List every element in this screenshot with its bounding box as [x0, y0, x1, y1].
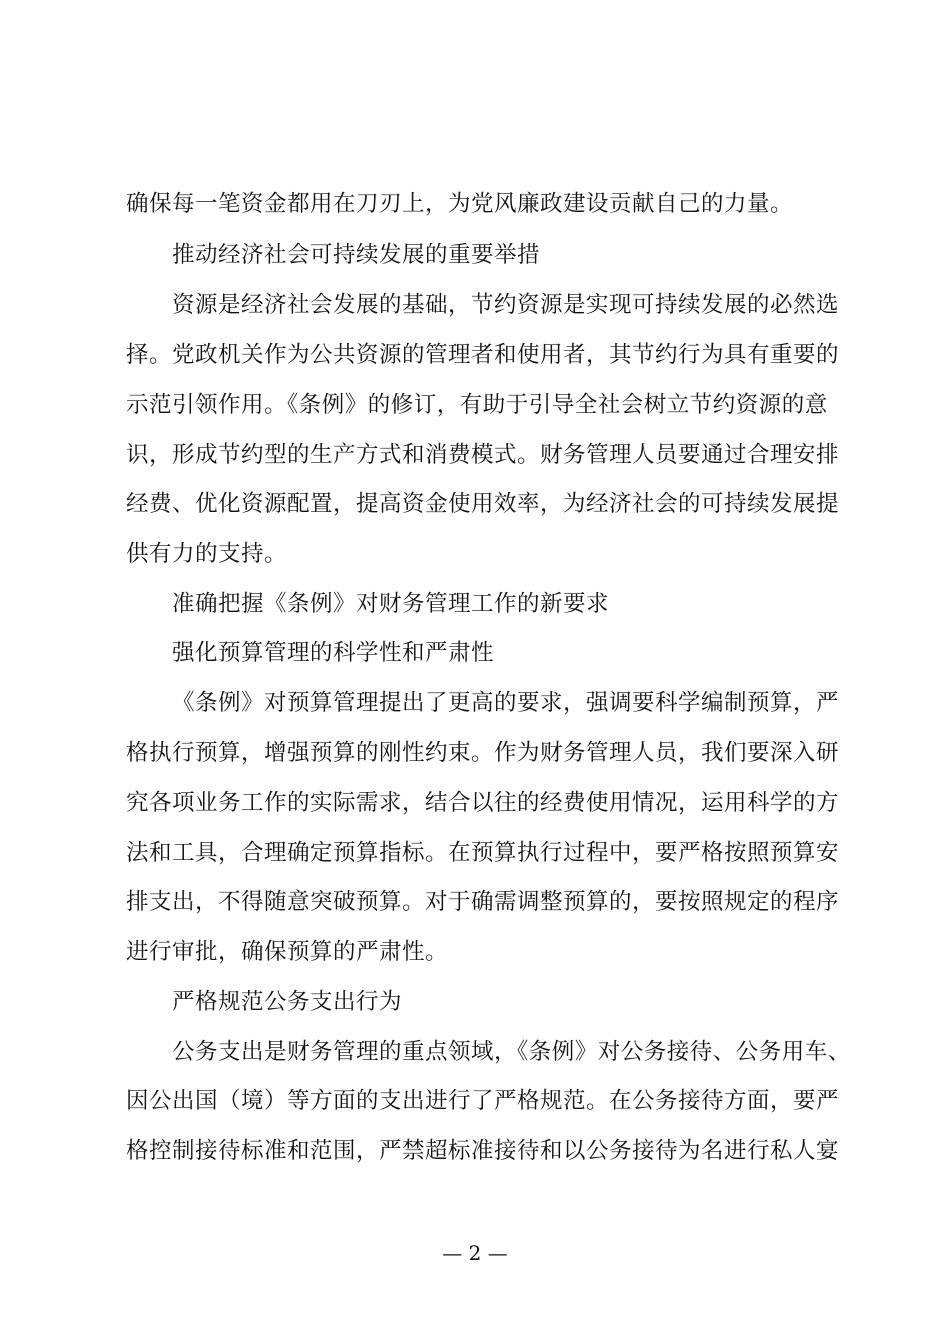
- section-heading: 推动经济社会可持续发展的重要举措: [172, 242, 541, 268]
- page-number: — 2 —: [442, 1241, 508, 1265]
- paragraph-line: 供有力的支持。: [126, 541, 288, 567]
- paragraph-line: 《条例》对预算管理提出了更高的要求，强调要科学编制预算，严: [172, 690, 840, 716]
- paragraph-line: 因公出国（境）等方面的支出进行了严格规范。在公务接待方面，要严: [126, 1088, 840, 1114]
- paragraph-line: 格控制接待标准和范围，严禁超标准接待和以公务接待为名进行私人宴: [126, 1138, 840, 1164]
- paragraph-line: 示范引领作用。《条例》的修订，有助于引导全社会树立节约资源的意: [126, 392, 828, 418]
- paragraph-line: 法和工具，合理确定预算指标。在预算执行过程中，要严格按照预算安: [126, 840, 840, 866]
- paragraph-line: 识，形成节约型的生产方式和消费模式。财务管理人员要通过合理安排: [126, 442, 840, 468]
- paragraph-line: 格执行预算，增强预算的刚性约束。作为财务管理人员，我们要深入研: [126, 740, 840, 766]
- paragraph-line: 资源是经济社会发展的基础，节约资源是实现可持续发展的必然选: [172, 292, 840, 318]
- paragraph-line: 经费、优化资源配置，提高资金使用效率，为经济社会的可持续发展提: [126, 491, 840, 517]
- paragraph-line: 进行审批，确保预算的严肃性。: [126, 939, 449, 965]
- paragraph-line: 择。党政机关作为公共资源的管理者和使用者，其节约行为具有重要的: [126, 342, 840, 368]
- paragraph-line: 究各项业务工作的实际需求，结合以往的经费使用情况，运用科学的方: [126, 790, 840, 816]
- section-heading: 准确把握《条例》对财务管理工作的新要求: [172, 591, 610, 617]
- paragraph-line: 确保每一笔资金都用在刀刃上，为党风廉政建设贡献自己的力量。: [126, 191, 794, 217]
- paragraph-line: 公务支出是财务管理的重点领域，《条例》对公务接待、公务用车、: [172, 1039, 851, 1065]
- subsection-heading: 强化预算管理的科学性和严肃性: [172, 640, 495, 666]
- subsection-heading: 严格规范公务支出行为: [172, 989, 403, 1015]
- paragraph-line: 排支出，不得随意突破预算。对于确需调整预算的，要按照规定的程序: [126, 889, 840, 915]
